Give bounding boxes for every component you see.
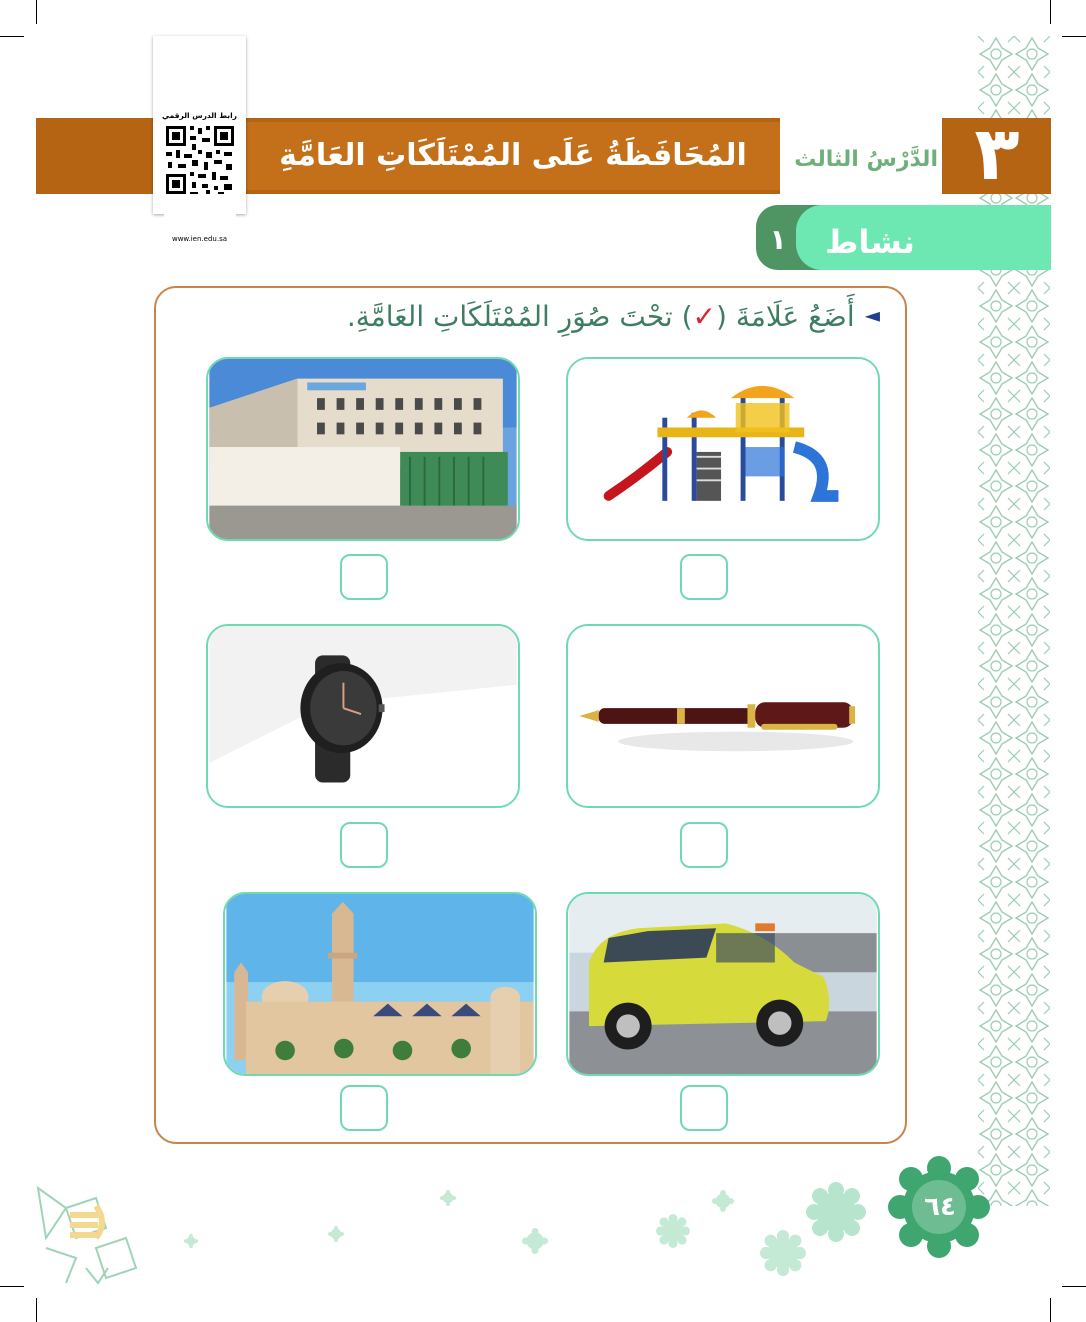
crop-mark	[1050, 1298, 1051, 1322]
mosque-drawing	[225, 894, 535, 1074]
activity-number: ١	[769, 223, 787, 256]
qr-label: رابط الدرس الرقمي	[162, 111, 237, 120]
school-drawing	[208, 359, 518, 539]
crop-mark	[0, 1286, 24, 1287]
crop-mark	[1050, 0, 1051, 24]
crop-mark	[36, 1298, 37, 1322]
checkbox-taxi[interactable]	[680, 1085, 728, 1131]
decorative-flower-icon	[184, 1234, 198, 1248]
activity-label: نشاط	[825, 223, 915, 261]
crop-mark	[1062, 1286, 1086, 1287]
decorative-flower-icon	[440, 1190, 456, 1206]
decorative-flower-icon	[522, 1228, 548, 1254]
check-mark-icon: ✓	[692, 300, 716, 333]
instruction-arrow-icon: ◄	[864, 303, 880, 327]
decorative-flower-icon	[656, 1214, 690, 1248]
qr-code-icon[interactable]	[164, 124, 236, 230]
checkbox-mosque[interactable]	[340, 1085, 388, 1131]
playground-image	[566, 357, 880, 541]
instruction-text	[290, 300, 880, 350]
checkbox-watch[interactable]	[340, 822, 388, 868]
instruction-after: ) تحْتَ صُوَرِ المُمْتَلَكَاتِ العَامَّةِ.	[346, 300, 693, 333]
decorative-flower-icon	[760, 1230, 806, 1276]
qr-url: www.ien.edu.sa	[171, 235, 228, 243]
taxi-image	[566, 892, 880, 1076]
lesson-title: المُحَافَظَةُ عَلَى المُمْتَلَكَاتِ العَامَّةِ	[279, 138, 747, 173]
checkbox-school[interactable]	[340, 554, 388, 600]
pen-drawing	[568, 626, 878, 806]
school-image	[206, 357, 520, 541]
instruction-before: أَضَعُ عَلَامَةَ (	[716, 300, 855, 333]
qr-card[interactable]	[153, 36, 246, 243]
pen-image	[566, 624, 880, 808]
playground-drawing	[568, 359, 878, 539]
checkbox-playground[interactable]	[680, 554, 728, 600]
lesson-number: ٣	[974, 111, 1020, 197]
crop-mark	[36, 0, 37, 24]
decorative-flower-icon	[806, 1182, 866, 1242]
crop-mark	[1062, 36, 1086, 37]
taxi-drawing	[568, 894, 878, 1074]
decorative-flower-icon	[712, 1190, 734, 1212]
checkbox-pen[interactable]	[680, 822, 728, 868]
watch-image	[206, 624, 520, 808]
decorative-flower-icon	[328, 1226, 344, 1242]
watch-drawing	[208, 626, 518, 806]
mosque-image	[223, 892, 537, 1076]
corner-ornament	[36, 1178, 146, 1288]
page-number: ٦٤	[924, 1192, 956, 1222]
crop-mark	[0, 36, 24, 37]
lesson-label: الدَّرْسُ الثالث	[794, 147, 938, 172]
